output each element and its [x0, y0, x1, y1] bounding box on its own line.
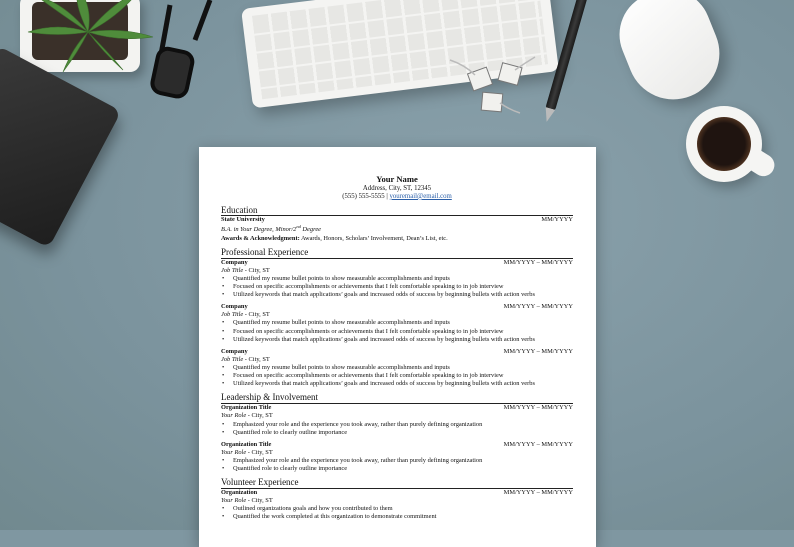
entry-dates: MM/YYYY – MM/YYYY — [503, 303, 573, 311]
entry-dates: MM/YYYY – MM/YYYY — [503, 404, 573, 412]
bullet-item: • Emphasized your role and the experience you took away, rather than purely defining organization — [233, 457, 573, 465]
resume-name: Your Name — [376, 174, 418, 184]
entry-bullets — [221, 319, 573, 343]
bullet-item: • Utilized keywords that match applications’ goals and increased odds of success by beginning bullets with action verbs — [233, 336, 573, 344]
entry-role-line — [221, 449, 573, 457]
resume-paper — [199, 147, 596, 547]
entry-location: - City, ST — [246, 497, 273, 505]
school-name: State University — [221, 216, 265, 224]
bullet-item: • Focused on specific accomplishments or achievements that I felt comfortable speaking to in job interview — [233, 372, 573, 380]
bullet-item: • Focused on specific accomplishments or achievements that I felt comfortable speaking to in job interview — [233, 283, 573, 291]
entry-bullets — [221, 457, 573, 473]
bullet-item: • Outlined organizations goals and how you contributed to them — [233, 505, 573, 513]
entry-bullets — [221, 275, 573, 299]
education-date: MM/YYYY — [541, 216, 573, 224]
bullet-item: • Focused on specific accomplishments or achievements that I felt comfortable speaking to in job interview — [233, 328, 573, 336]
computer-mouse — [607, 0, 734, 113]
experience-entry — [221, 404, 573, 437]
entry-org: Organization — [221, 489, 258, 497]
bullet-item: • Quantified role to clearly outline importance — [233, 465, 573, 473]
awards-label: Awards & Acknowledgment: — [221, 234, 300, 242]
entry-role-line — [221, 267, 573, 275]
entry-bullets — [221, 505, 573, 521]
entry-location: - City, ST — [246, 412, 273, 420]
bullet-item: • Quantified the work completed at this organization to demonstrate commitment — [233, 513, 573, 521]
volunteer-section — [221, 489, 573, 522]
experience-entry — [221, 348, 573, 389]
bullet-item: • Quantified role to clearly outline importance — [233, 429, 573, 437]
degree-sup: nd — [296, 224, 301, 230]
bullet-item: • Utilized keywords that match applications’ goals and increased odds of success by beginning bullets with action verbs — [233, 380, 573, 388]
entry-role: Your Role — [221, 497, 247, 505]
entry-org: Organization Title — [221, 404, 272, 412]
entry-role: Your Role — [221, 412, 247, 420]
leadership-section — [221, 404, 573, 473]
volunteer-heading: Volunteer Experience — [221, 477, 573, 489]
education-heading: Education — [221, 205, 573, 217]
degree-text-end: Degree — [300, 226, 321, 234]
entry-bullets — [221, 364, 573, 388]
bullet-item: • Quantified my resume bullet points to show measurable accomplishments and inputs — [233, 319, 573, 327]
entry-role: Job Title — [221, 266, 244, 274]
degree-line — [221, 224, 573, 234]
entry-bullets — [221, 421, 573, 437]
entry-dates: MM/YYYY – MM/YYYY — [503, 489, 573, 497]
awards-line — [221, 235, 573, 243]
entry-dates: MM/YYYY – MM/YYYY — [503, 440, 573, 448]
entry-org: Company — [221, 303, 248, 311]
pen-tip — [542, 107, 555, 123]
entry-role-line — [221, 412, 573, 420]
resume-content — [221, 175, 573, 522]
bullet-item: • Quantified my resume bullet points to show measurable accomplishments and inputs — [233, 275, 573, 283]
education-entry — [221, 216, 573, 243]
coffee-cup — [697, 117, 751, 171]
entry-role-line — [221, 311, 573, 319]
entry-role-line — [221, 356, 573, 364]
professional-heading: Professional Experience — [221, 247, 573, 259]
entry-location: - City, ST — [243, 355, 270, 363]
leadership-heading: Leadership & Involvement — [221, 392, 573, 404]
entry-role: Your Role — [221, 448, 247, 456]
experience-entry — [221, 441, 573, 474]
entry-role: Job Title — [221, 355, 244, 363]
experience-entry — [221, 259, 573, 300]
awards-text: Awards, Honors, Scholars’ Involvement, Dean’s List, etc. — [299, 234, 448, 242]
resume-address: Address, City, ST, 12345 — [362, 184, 432, 192]
resume-email-link[interactable]: youremail@email.com — [389, 192, 452, 200]
binder-clips-icon — [440, 55, 540, 115]
resume-phone: (555) 555-5555 | — [342, 192, 388, 200]
professional-section — [221, 259, 573, 389]
entry-role: Job Title — [221, 311, 244, 319]
experience-entry — [221, 303, 573, 344]
resume-header — [221, 175, 573, 201]
entry-location: - City, ST — [243, 266, 270, 274]
experience-entry — [221, 489, 573, 522]
eyeglasses-icon — [150, 0, 220, 100]
entry-org: Organization Title — [221, 440, 272, 448]
degree-text: B.A. in Your Degree, Minor/2 — [221, 226, 297, 234]
entry-org: Company — [221, 258, 248, 266]
entry-location: - City, ST — [243, 311, 270, 319]
bullet-item: • Utilized keywords that match applications’ goals and increased odds of success by beginning bullets with action verbs — [233, 291, 573, 299]
entry-org: Company — [221, 347, 248, 355]
bullet-item: • Quantified my resume bullet points to show measurable accomplishments and inputs — [233, 364, 573, 372]
entry-role-line — [221, 497, 573, 505]
entry-dates: MM/YYYY – MM/YYYY — [503, 347, 573, 355]
entry-dates: MM/YYYY – MM/YYYY — [503, 258, 573, 266]
resume-contact — [221, 193, 573, 201]
bullet-item: • Emphasized your role and the experience you took away, rather than purely defining organization — [233, 421, 573, 429]
entry-location: - City, ST — [246, 448, 273, 456]
